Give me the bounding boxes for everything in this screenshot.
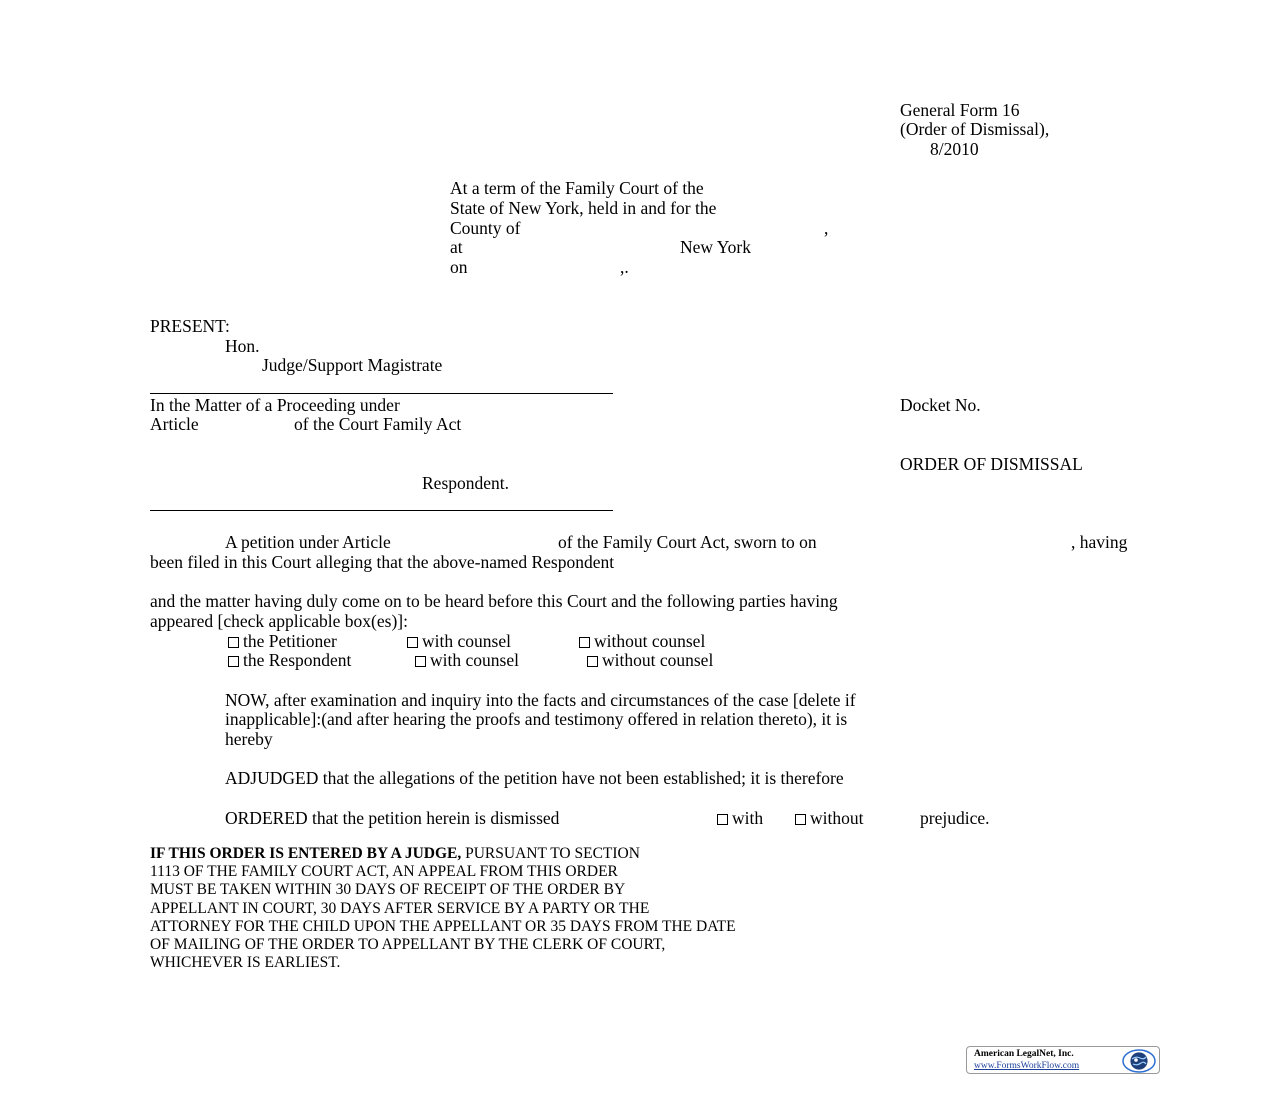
appeal-notice [150, 845, 736, 972]
matter-line-2: appeared [check applicable box(es)]: [150, 611, 408, 631]
form-subtitle: (Order of Dismissal), [900, 119, 1050, 139]
petition-text-a: A petition under Article [225, 532, 391, 552]
notice-line-4: APPELLANT IN COURT, 30 DAYS AFTER SERVICE BY A PARTY OR THE [150, 899, 650, 917]
notice-line-1 [150, 845, 736, 863]
respondent-without-counsel-checkbox[interactable] [587, 656, 598, 667]
without-prejudice-checkbox[interactable] [795, 814, 806, 825]
petitioner-without-counsel [579, 632, 705, 652]
without-counsel-label: without counsel [594, 631, 706, 651]
adjudged-paragraph: ADJUDGED that the allegations of the petition have not been established; it is therefore [225, 768, 844, 788]
state-name: New York [680, 237, 751, 257]
caption-bottom-rule [150, 510, 613, 511]
form-number: General Form 16 [900, 100, 1020, 120]
notice-line-3: MUST BE TAKEN WITHIN 30 DAYS OF RECEIPT OF THE ORDER BY [150, 881, 626, 899]
now-line-2: inapplicable]:(and after hearing the proofs and testimony offered in relation thereto), it is [225, 709, 848, 729]
county-label: County of [450, 218, 521, 238]
term-line-1: At a term of the Family Court of the [450, 178, 704, 198]
petitioner-checkbox[interactable] [228, 637, 239, 648]
ordered-without [795, 809, 863, 829]
petition-line-2: been filed in this Court alleging that the above-named Respondent [150, 552, 615, 572]
term-line-2: State of New York, held in and for the [450, 198, 717, 218]
on-suffix: ,. [620, 257, 629, 277]
respondent-without-counsel [587, 651, 713, 671]
with-counsel-label: with counsel [430, 650, 519, 670]
order-title: ORDER OF DISMISSAL [900, 454, 1083, 474]
notice-line-7: WHICHEVER IS EARLIEST. [150, 954, 341, 972]
notice-line-6: OF MAILING OF THE ORDER TO APPELLANT BY THE CLERK OF COURT, [150, 936, 666, 954]
ordered-with [717, 809, 763, 829]
petition-text-c: , having [1071, 532, 1128, 552]
at-label: at [450, 237, 463, 257]
respondent-row [228, 651, 351, 671]
with-counsel-label: with counsel [422, 631, 511, 651]
petitioner-row [228, 632, 337, 652]
petitioner-label: the Petitioner [243, 631, 337, 651]
logo-company-name: American LegalNet, Inc. [974, 1049, 1074, 1059]
hon-label: Hon. [225, 336, 260, 356]
logo-url-link[interactable]: www.FormsWorkFlow.com [974, 1061, 1080, 1071]
petitioner-with-counsel [407, 632, 511, 652]
county-comma: , [824, 218, 829, 238]
form-date: 8/2010 [930, 139, 979, 159]
docket-label: Docket No. [900, 395, 981, 415]
petitioner-without-counsel-checkbox[interactable] [579, 637, 590, 648]
article-suffix: of the Court Family Act [294, 414, 462, 434]
now-line-1: NOW, after examination and inquiry into the facts and circumstances of the case [delete if [225, 690, 856, 710]
notice-bold: IF THIS ORDER IS ENTERED BY A JUDGE, [150, 845, 462, 862]
petition-text-b: of the Family Court Act, sworn to on [558, 532, 817, 552]
petitioner-with-counsel-checkbox[interactable] [407, 637, 418, 648]
ordered-text: ORDERED that the petition herein is dismissed [225, 808, 560, 828]
article-label: Article [150, 414, 199, 434]
notice-line-5: ATTORNEY FOR THE CHILD UPON THE APPELLANT OR 35 DAYS FROM THE DATE [150, 917, 736, 935]
respondent-with-counsel [415, 651, 519, 671]
judge-title: Judge/Support Magistrate [262, 355, 443, 375]
ordered-with-label: with [732, 808, 764, 828]
respondent-party-label: the Respondent [243, 650, 352, 670]
on-label: on [450, 257, 468, 277]
legalnet-logo[interactable] [966, 1046, 1160, 1074]
respondent-label: Respondent. [422, 473, 510, 493]
now-line-3: hereby [225, 729, 273, 749]
without-counsel-label: without counsel [602, 650, 714, 670]
with-prejudice-checkbox[interactable] [717, 814, 728, 825]
matter-line-1: and the matter having duly come on to be heard before this Court and the following parties having [150, 591, 838, 611]
ordered-without-label: without [810, 808, 864, 828]
respondent-with-counsel-checkbox[interactable] [415, 656, 426, 667]
notice-line-2: 1113 OF THE FAMILY COURT ACT, AN APPEAL FROM THIS ORDER [150, 863, 618, 881]
ordered-end: prejudice. [920, 808, 990, 828]
globe-icon [1121, 1048, 1157, 1074]
caption-top-rule [150, 393, 613, 394]
notice-line-1-rest: PURSUANT TO SECTION [461, 845, 640, 862]
present-label: PRESENT: [150, 316, 230, 336]
respondent-checkbox[interactable] [228, 656, 239, 667]
caption-line-1: In the Matter of a Proceeding under [150, 395, 400, 415]
